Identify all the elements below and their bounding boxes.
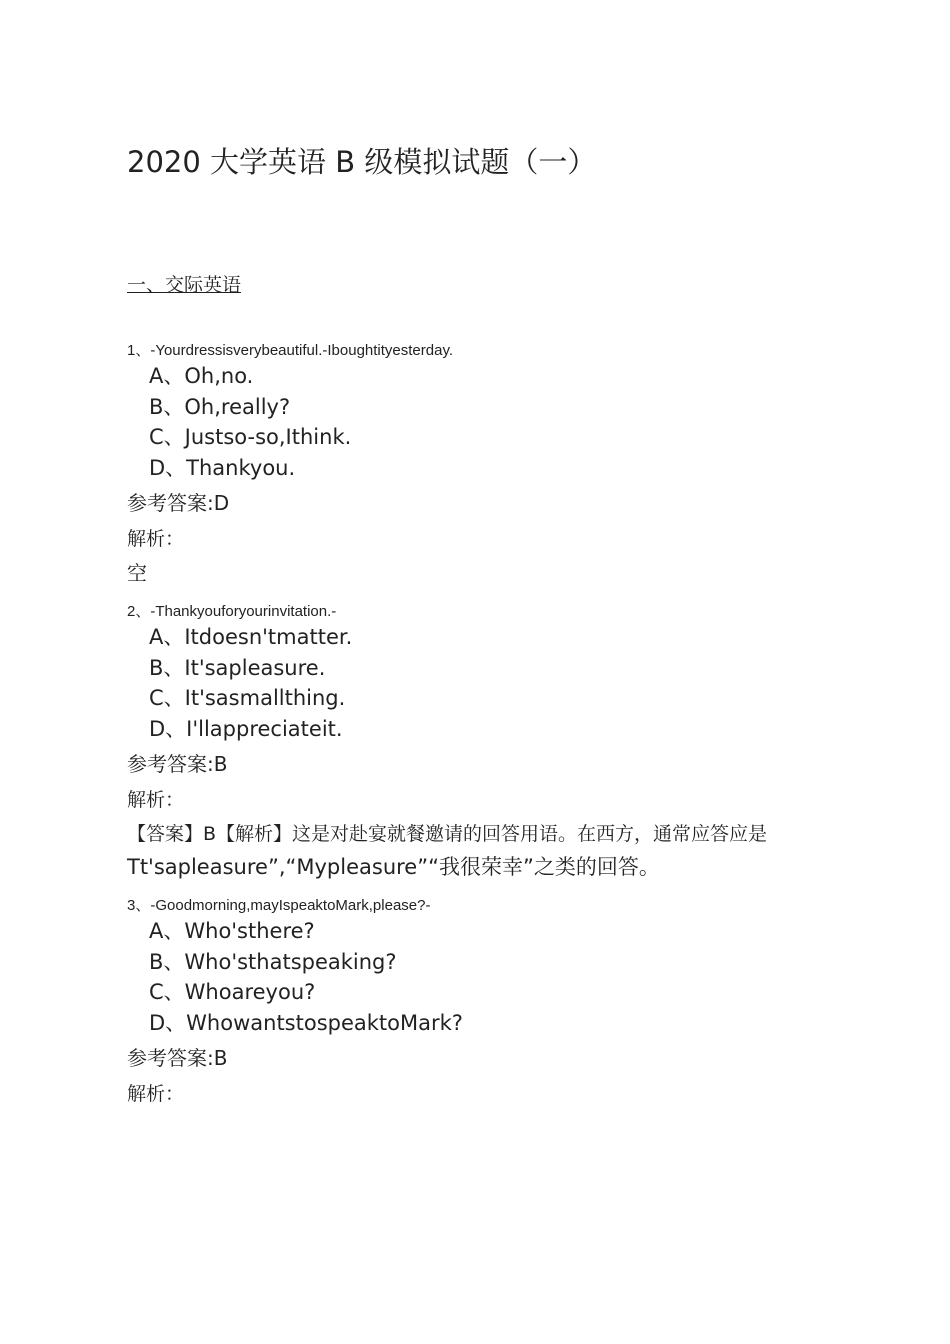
analysis-text — [127, 818, 847, 884]
option-c: C、It'sasmallthing. — [149, 686, 346, 711]
options-list — [127, 361, 847, 483]
page-title: 2020 大学英语 B 级模拟试题（一） — [127, 145, 597, 179]
answer-value: B — [213, 752, 228, 777]
analysis-text: 空 — [127, 561, 147, 586]
analysis-line-2: Tt'sapleasure”,“Mypleasure”“我很荣幸”之类的回答。 — [127, 855, 660, 880]
option-d: D、Thankyou. — [149, 455, 296, 480]
question-2 — [127, 602, 847, 884]
option-a: A、Oh,no. — [149, 364, 254, 388]
option-b: B、It'sapleasure. — [149, 655, 326, 680]
option-c: C、Whoareyou? — [149, 980, 316, 1005]
option-d: D、WhowantstospeaktoMark? — [149, 1010, 463, 1035]
options-list — [127, 916, 847, 1038]
question-stem: 2、-Thankyouforyourinvitation.- — [127, 603, 337, 620]
answer-value: B — [213, 1046, 228, 1071]
answer-prefix: 参考答案: — [127, 1046, 214, 1071]
section-heading: 一、交际英语 — [127, 274, 242, 296]
reference-answer — [127, 485, 847, 521]
reference-answer — [127, 1040, 847, 1076]
question-stem: 1、-Yourdressisverybeautiful.-Iboughtityesterday. — [127, 342, 454, 359]
question-stem: 3、-Goodmorning,mayIspeaktoMark,please?- — [127, 897, 431, 914]
option-b: B、Who'sthatspeaking? — [149, 949, 397, 974]
option-c: C、Justso-so,Ithink. — [149, 425, 352, 450]
option-a: A、Who'sthere? — [149, 919, 315, 943]
option-b: B、Oh,really? — [149, 394, 291, 419]
question-1 — [127, 341, 847, 590]
analysis-label: 解析： — [127, 528, 185, 551]
answer-prefix: 参考答案: — [127, 752, 214, 777]
reference-answer — [127, 746, 847, 782]
analysis-label: 解析： — [127, 789, 185, 812]
answer-prefix: 参考答案: — [127, 491, 214, 516]
option-d: D、I'llappreciateit. — [149, 716, 343, 741]
answer-value: D — [213, 491, 230, 516]
analysis-label: 解析： — [127, 1083, 185, 1106]
analysis-line-1: 【答案】B【解析】这是对赴宴就餐邀请的回答用语。在西方，通常应答应是 — [127, 823, 768, 846]
option-a: A、Itdoesn'tmatter. — [149, 625, 353, 649]
question-3 — [127, 896, 847, 1112]
options-list — [127, 622, 847, 744]
